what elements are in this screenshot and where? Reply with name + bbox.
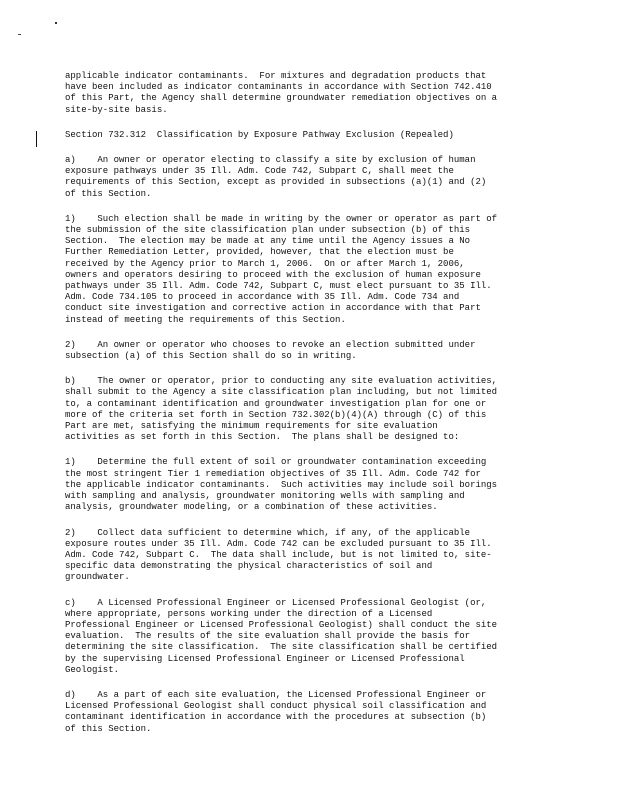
text-line: applicable indicator contaminants. For mixtures and degradation products that (65, 71, 487, 81)
text-line: a) An owner or operator electing to classify a site by exclusion of human (65, 155, 476, 166)
text-line: site-by-site basis. (65, 104, 168, 115)
paragraph-a2 (65, 340, 553, 362)
paragraph-a1 (65, 214, 553, 326)
text-line: subsection (a) of this Section shall do so in writing. (65, 351, 357, 362)
document-body (65, 71, 553, 735)
text-line: Adm. Code 742, Subpart C. The data shall include, but is not limited to, site- (65, 549, 492, 560)
text-line: received by the Agency prior to March 1, 2006. On or after March 1, 2006, (65, 258, 465, 269)
text-line: analysis, groundwater modeling, or a combination of these activities. (65, 502, 438, 513)
text-line: Licensed Professional Geologist shall conduct physical soil classification and (65, 701, 487, 712)
text-line: 2) Collect data sufficient to determine which, if any, of the applicable (65, 527, 471, 538)
text-line: by the supervising Licensed Professional Engineer or Licensed Professional (65, 653, 465, 664)
text-line: 1) Such election shall be made in writing by the owner or operator as part of (65, 213, 498, 224)
text-line: owners and operators desiring to proceed with the exclusion of human exposure (65, 269, 481, 280)
text-line: 1) Determine the full extent of soil or groundwater contamination exceeding (65, 457, 487, 468)
text-line: Further Remediation Letter, provided, however, that the election must be (65, 247, 454, 258)
text-line: exposure pathways under 35 Ill. Adm. Code 742, Subpart C, shall meet the (65, 166, 454, 177)
paragraph-d (65, 690, 553, 735)
text-line: Part are met, satisfying the minimum requirements for site evaluation (65, 421, 438, 432)
text-line: Section. The election may be made at any time until the Agency issues a No (65, 236, 471, 247)
text-line: have been included as indicator contaminants in accordance with Section 742.410 (65, 82, 492, 93)
text-line: Professional Engineer or Licensed Professional Geologist) shall conduct the site (65, 619, 498, 630)
text-line: requirements of this Section, except as provided in subsections (a)(1) and (2) (65, 177, 487, 188)
section-title: Section 732.312 Classification by Exposure Pathway Exclusion (Repealed) (65, 129, 454, 140)
text-line: of this Section. (65, 723, 152, 734)
text-line: 2) An owner or operator who chooses to revoke an election submitted under (65, 339, 476, 350)
text-line: evaluation. The results of the site evaluation shall provide the basis for (65, 631, 471, 642)
text-line: groundwater. (65, 572, 130, 583)
text-line: the submission of the site classification plan under subsection (b) of this (65, 225, 471, 236)
text-line: shall submit to the Agency a site classification plan including, but not limited (65, 387, 498, 398)
text-line: more of the criteria set forth in Section 732.302(b)(4)(A) through (C) of this (65, 409, 487, 420)
paragraph-intro (65, 71, 553, 116)
text-line: the most stringent Tier 1 remediation objectives of 35 Ill. Adm. Code 742 for (65, 468, 481, 479)
text-line: the applicable indicator contaminants. Such activities may include soil borings (65, 479, 498, 490)
text-line: conduct site investigation and corrective action in accordance with that Part (65, 303, 481, 314)
text-line: determining the site classification. The site classification shall be certified (65, 642, 498, 653)
text-line: of this Part, the Agency shall determine groundwater remediation objectives on a (65, 93, 498, 104)
text-line: Geologist. (65, 664, 120, 675)
scan-speck (55, 22, 57, 24)
paragraph-b (65, 376, 553, 443)
text-line: contaminant identification in accordance with the procedures at subsection (b) (65, 712, 487, 723)
text-line: where appropriate, persons working under the direction of a Licensed (65, 608, 433, 619)
text-line: pathways under 35 Ill. Adm. Code 742, Subpart C, must elect pursuant to 35 Ill. (65, 281, 492, 292)
text-line: d) As a part of each site evaluation, the Licensed Professional Engineer or (65, 689, 487, 700)
paragraph-b2 (65, 528, 553, 584)
text-line: of this Section. (65, 188, 152, 199)
paragraph-a (65, 155, 553, 200)
text-line: activities as set forth in this Section. The plans shall be designed to: (65, 432, 460, 443)
text-line: specific data demonstrating the physical characteristics of soil and (65, 561, 433, 572)
text-line: instead of meeting the requirements of this Section. (65, 314, 346, 325)
revision-bar (36, 131, 37, 147)
text-line: with sampling and analysis, groundwater monitoring wells with sampling and (65, 491, 465, 502)
text-line: to, a contaminant identification and groundwater investigation plan for one or (65, 398, 487, 409)
scan-speck (18, 34, 21, 35)
section-heading (65, 130, 553, 141)
text-line: Adm. Code 734.105 to proceed in accordance with 35 Ill. Adm. Code 734 and (65, 292, 460, 303)
text-line: c) A Licensed Professional Engineer or Licensed Professional Geologist (or, (65, 597, 487, 608)
text-line: b) The owner or operator, prior to conducting any site evaluation activities, (65, 376, 498, 387)
text-line: exposure routes under 35 Ill. Adm. Code 742 can be excluded pursuant to 35 Ill. (65, 538, 492, 549)
paragraph-b1 (65, 457, 553, 513)
paragraph-c (65, 598, 553, 676)
